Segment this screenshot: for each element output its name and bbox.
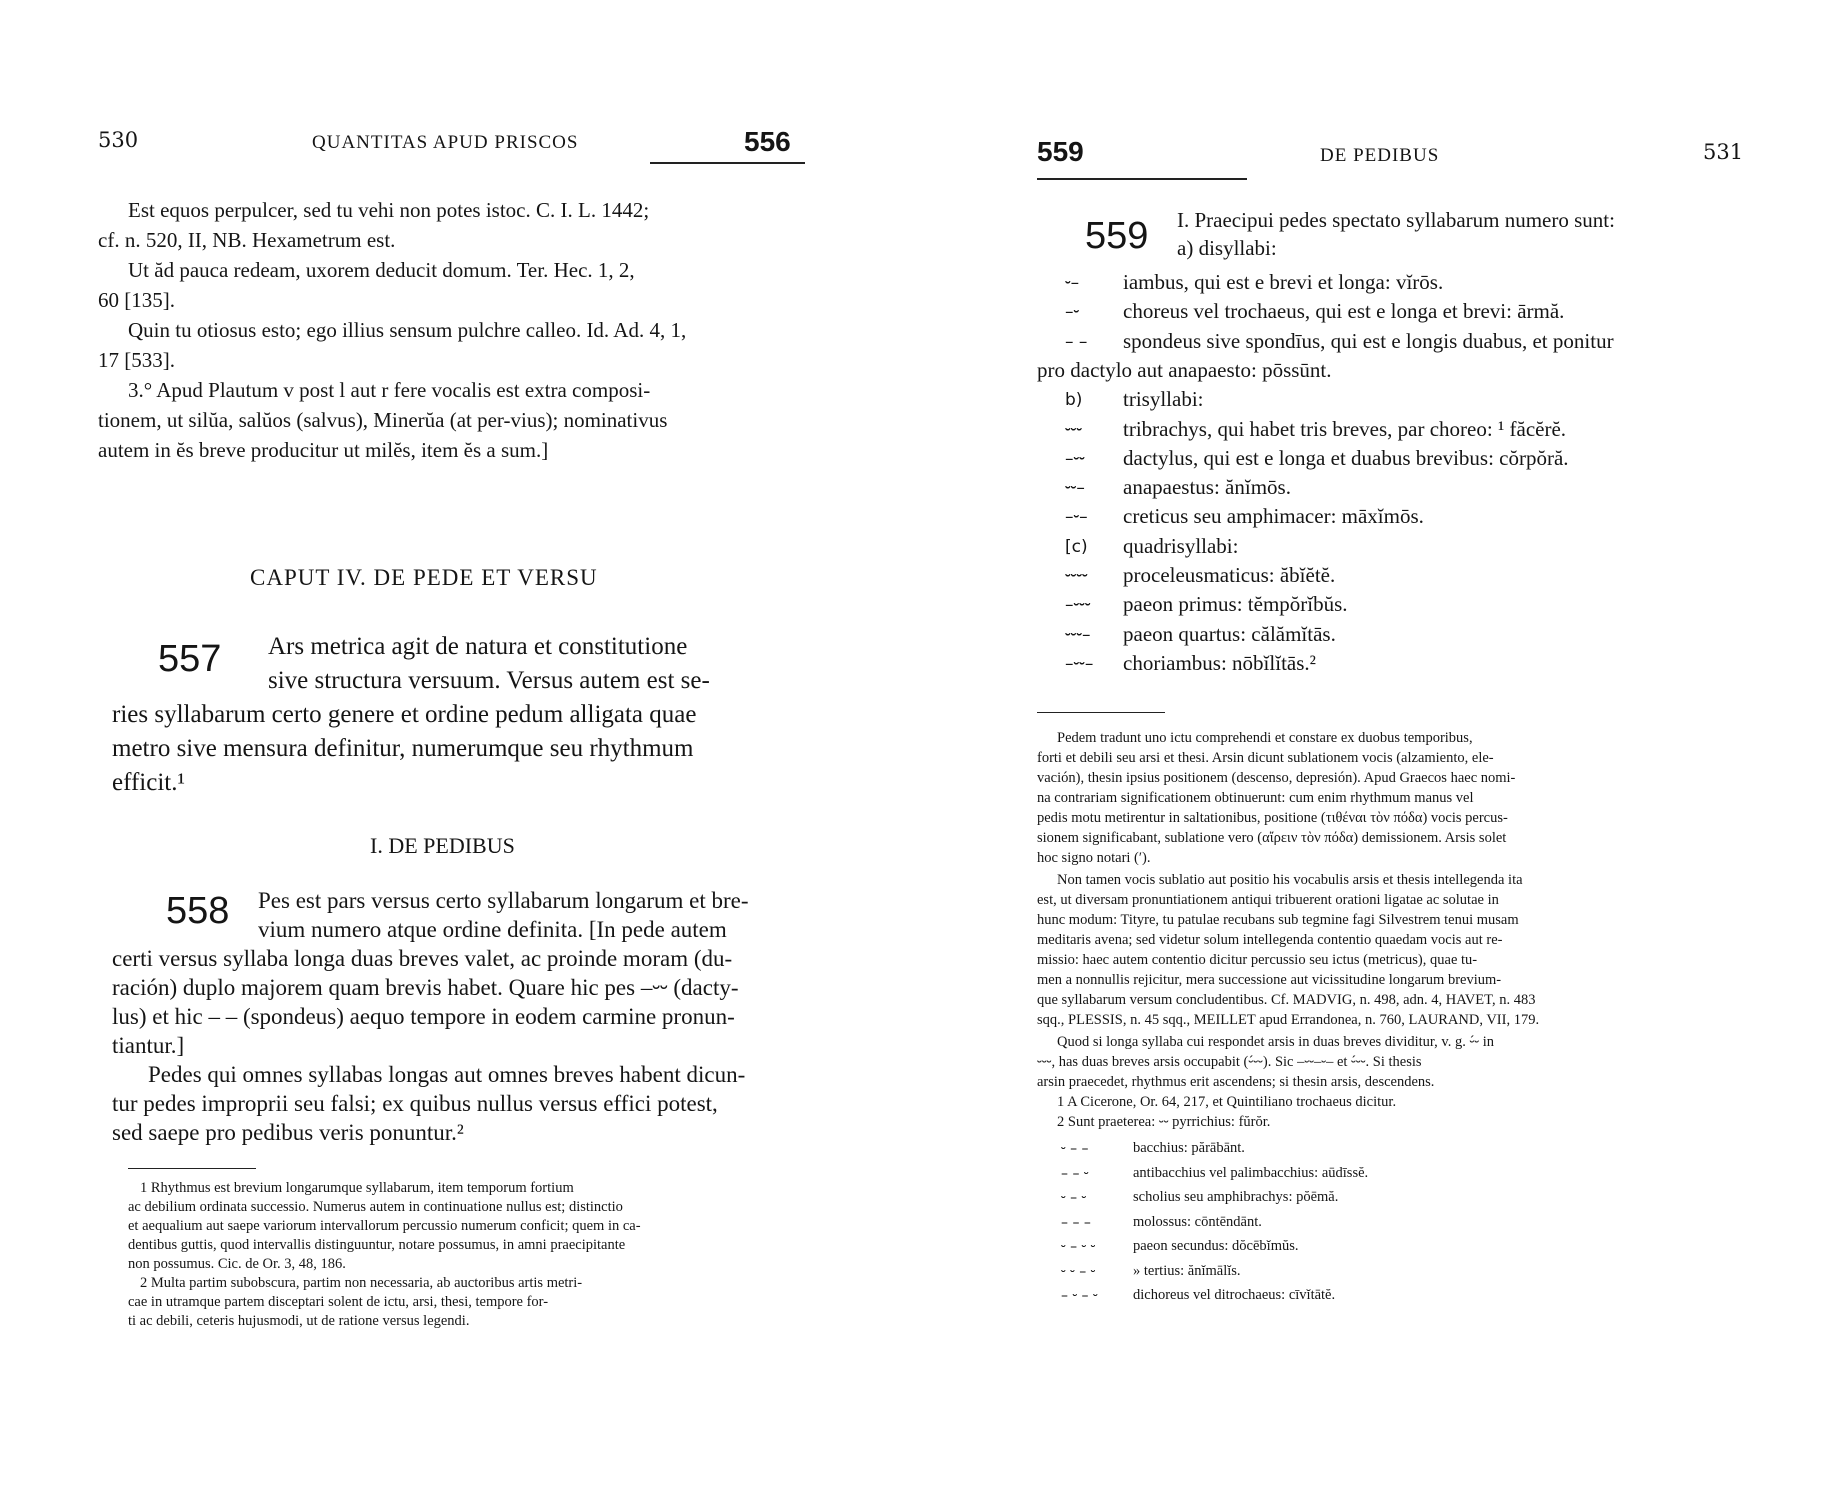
footnote-rule	[128, 1168, 256, 1169]
footnote-line: 1 Rhythmus est brevium longarumque syllabarum, item temporum fortium	[140, 1180, 574, 1196]
footnote-line: 2 Sunt praeterea: ⏑⏑ pyrrichius: fŭrŏr.	[1057, 1114, 1271, 1130]
section-number: 556	[744, 126, 791, 157]
meter-symbol: [c)	[1065, 536, 1088, 557]
meter-symbol: b)	[1065, 390, 1083, 411]
text-line: sed saepe pro pedibus veris ponuntur.²	[112, 1120, 464, 1145]
footnote-line: et aequalium aut saepe variorum intervallorum percussio numerum conficit; quem in ca-	[128, 1218, 641, 1234]
foot-entry: creticus seu amphimacer: māxĭmōs.	[1123, 504, 1424, 529]
text-line: 17 [533].	[98, 348, 175, 372]
text-line: ración) duplo majorem quam brevis habet. Quare hic pes –⏑⏑ (dacty-	[112, 975, 739, 1000]
foot-entry: tribrachys, qui habet tris breves, par choreo: ¹ făcĕrĕ.	[1123, 416, 1567, 441]
header-rule	[1037, 178, 1247, 180]
text-line: vium numero atque ordine definita. [In pede autem	[258, 917, 727, 942]
footnote-line: que syllabarum versum concludentibus. Cf. MADVIG, n. 498, adn. 4, HAVET, n. 483	[1037, 992, 1536, 1008]
footnote-line: est, ut diversam pronuntiationem antiqui tribuerent orationi ligatae ac solutae in	[1037, 892, 1499, 908]
footnote-line: hoc signo notari (′).	[1037, 850, 1151, 866]
paragraph-number-559: 559	[1085, 215, 1149, 257]
text-line: autem in ĕs breve producitur ut milĕs, item ĕs a sum.]	[98, 438, 549, 462]
footnote-line: Non tamen vocis sublatio aut positio his vocabulis arsis et thesis intellegenda ita	[1057, 872, 1523, 888]
paragraph-intro: I. Praecipui pedes spectato syllabarum numero sunt:	[1177, 208, 1615, 232]
text-line: tur pedes improprii seu falsi; ex quibus nullus versus effici potest,	[112, 1091, 718, 1116]
section-heading: I. DE PEDIBUS	[370, 833, 515, 858]
text-line: Quin tu otiosus esto; ego illius sensum pulchre calleo. Id. Ad. 4, 1,	[128, 318, 687, 342]
paragraph-number-557: 557	[158, 638, 222, 680]
meter-symbol: –⏑	[1065, 302, 1080, 323]
foot-entry: bacchius: părābānt.	[1133, 1140, 1245, 1156]
footnote-line: ⏑⏑⏑, has duas breves arsis occupabit (⏑́⏑⏑). Sic –⏑⏑–⏑– et ⏑́⏑⏑. Si thesis	[1037, 1054, 1422, 1070]
footnote-line: ti ac debili, ceteris hujusmodi, ut de ratione versus legendi.	[128, 1313, 470, 1329]
foot-entry: trisyllabi:	[1123, 387, 1204, 412]
page-number: 530	[98, 128, 139, 152]
meter-symbol: – ⏑ – ⏑	[1061, 1288, 1098, 1304]
footnote-line: Pedem tradunt uno ictu comprehendi et constare ex duobus temporibus,	[1057, 730, 1473, 746]
footnote-line: men a nonnullis rejicitur, mera successione aut vicissitudine longarum brevium-	[1037, 972, 1502, 988]
footnote-line: Quod si longa syllaba cui respondet arsis in duas breves dividitur, v. g. ⏑́⏑ in	[1057, 1034, 1495, 1050]
meter-symbol: ⏑–	[1065, 273, 1080, 293]
footnote-line: sionem significabant, sublatione vero (αἴρειν τὸν πόδα) demissionem. Arsis solet	[1037, 830, 1507, 846]
foot-entry: paeon secundus: dŏcēbĭmŭs.	[1133, 1238, 1299, 1254]
footnote-line: hunc modum: Tityre, tu patulae recubans sub tegmine fagi Silvestrem tenui musam	[1037, 912, 1519, 928]
footnote-rule	[1037, 712, 1165, 713]
meter-symbol: –⏑–	[1065, 507, 1088, 528]
meter-symbol: ⏑⏑⏑–	[1065, 624, 1091, 645]
foot-entry: paeon primus: tĕmpŏrĭbŭs.	[1123, 592, 1348, 617]
meter-symbol: –⏑⏑⏑	[1065, 595, 1091, 616]
meter-symbol: – –	[1065, 331, 1088, 352]
foot-entry: » tertius: ănĭmālĭs.	[1133, 1262, 1241, 1279]
paragraph-number-558: 558	[166, 890, 230, 932]
right-page	[915, 0, 1830, 1500]
footnote-line: arsin praecedet, rhythmus erit ascendens; si thesin arsis, descendens.	[1037, 1074, 1435, 1090]
footnote-line: dentibus guttis, quod intervallis distinguuntur, notare possumus, in amni praecipitante	[128, 1237, 626, 1253]
foot-entry: choreus vel trochaeus, qui est e longa et brevi: ārmă.	[1123, 299, 1565, 324]
paragraph-intro-sub: a) disyllabi:	[1177, 236, 1277, 260]
text-line: metro sive mensura definitur, numerumque seu rhythmum	[112, 735, 694, 762]
text-line: tionem, ut silŭa, salŭos (salvus), Minerŭa (at per-vius); nominativus	[98, 408, 668, 432]
foot-entry: quadrisyllabi:	[1123, 533, 1239, 558]
text-line: 60 [135].	[98, 288, 175, 312]
meter-symbol: – – ⏑	[1061, 1165, 1089, 1182]
text-line: Pedes qui omnes syllabas longas aut omnes breves habent dicun-	[148, 1062, 746, 1087]
running-title: QUANTITAS APUD PRISCOS	[312, 132, 579, 153]
foot-entry: iambus, qui est e brevi et longa: vĭrōs.	[1123, 270, 1444, 294]
meter-symbol: ⏑ – ⏑ ⏑	[1061, 1239, 1096, 1255]
meter-symbol: ⏑⏑⏑⏑	[1065, 566, 1088, 586]
foot-entry: dichoreus vel ditrochaeus: cīvĭtātĕ.	[1133, 1287, 1336, 1303]
text-line: Est equos perpulcer, sed tu vehi non potes istoc. C. I. L. 1442;	[128, 198, 650, 222]
running-title: DE PEDIBUS	[1320, 145, 1440, 166]
header-rule	[650, 162, 805, 164]
foot-entry: dactylus, qui est e longa et duabus brevibus: cŏrpŏră.	[1123, 445, 1569, 470]
text-line: cf. n. 520, II, NB. Hexametrum est.	[98, 228, 396, 252]
text-line: ries syllabarum certo genere et ordine pedum alligata quae	[112, 701, 697, 728]
footnote-line: 2 Multa partim subobscura, partim non necessaria, ab auctoribus artis metri-	[140, 1275, 583, 1291]
footnote-line: missio: haec autem contentio dicitur percussio seu ictus (metricus), quae tu-	[1037, 952, 1478, 968]
footnote-line: sqq., PLESSIS, n. 45 sqq., MEILLET apud Errandonea, n. 760, LAURAND, VII, 179.	[1037, 1012, 1540, 1028]
footnote-line: non possumus. Cic. de Or. 3, 48, 186.	[128, 1256, 346, 1272]
section-number: 559	[1037, 136, 1084, 167]
meter-symbol: ⏑ – –	[1061, 1141, 1089, 1157]
text-line: tiantur.]	[112, 1033, 185, 1058]
footnote-line: forti et debili seu arsi et thesi. Arsin dicunt sublationem vocis (alzamiento, ele-	[1037, 750, 1494, 766]
footnote-line: vación), thesin ipsius positionem (descenso, depresión). Apud Graecos haec nomi-	[1037, 770, 1516, 786]
text-line: Ut ăd pauca redeam, uxorem deducit domum. Ter. Hec. 1, 2,	[128, 258, 635, 282]
text-line: Ars metrica agit de natura et constitutione	[268, 633, 688, 660]
meter-symbol: ⏑ ⏑ – ⏑	[1061, 1263, 1096, 1280]
foot-entry: proceleusmaticus: ăbĭĕtĕ.	[1123, 563, 1336, 587]
foot-entry: pro dactylo aut anapaesto: pōssūnt.	[1037, 357, 1332, 382]
foot-entry: anapaestus: ănĭmōs.	[1123, 475, 1291, 500]
footnote-line: pedis motu metirentur in saltationibus, positione (τιθέναι τὸν πόδα) vocis percus-	[1037, 810, 1508, 826]
text-line: 3.° Apud Plautum v post l aut r fere vocalis est extra composi-	[128, 378, 651, 402]
footnote-line: na contrariam significationem obtinuerunt: cum enim rhythmum manus vel	[1037, 790, 1474, 806]
meter-symbol: ⏑ – ⏑	[1061, 1190, 1087, 1206]
foot-entry: paeon quartus: călămĭtās.	[1123, 621, 1336, 646]
foot-entry: choriambus: nōbĭlĭtās.²	[1123, 650, 1316, 675]
meter-symbol: –⏑⏑–	[1065, 653, 1094, 674]
text-line: certi versus syllaba longa duas breves valet, ac proinde moram (du-	[112, 946, 733, 971]
foot-entry: molossus: cōntēndānt.	[1133, 1213, 1262, 1230]
meter-symbol: ⏑⏑⏑	[1065, 419, 1082, 440]
chapter-heading: CAPUT IV. DE PEDE ET VERSU	[250, 565, 598, 590]
foot-entry: antibacchius vel palimbacchius: aūdīssĕ.	[1133, 1164, 1369, 1181]
text-line: sive structura versuum. Versus autem est se-	[268, 667, 710, 694]
page-number: 531	[1703, 140, 1744, 164]
text-line: lus) et hic – – (spondeus) aequo tempore in eodem carmine pronun-	[112, 1004, 735, 1029]
text-line: Pes est pars versus certo syllabarum longarum et bre-	[258, 888, 749, 913]
foot-entry: spondeus sive spondīus, qui est e longis duabus, et ponitur	[1123, 328, 1614, 353]
meter-symbol: ⏑⏑–	[1065, 478, 1085, 499]
text-line: efficit.¹	[112, 769, 185, 796]
meter-symbol: –⏑⏑	[1065, 448, 1085, 469]
footnote-line: cae in utramque partem disceptari solent de ictu, arsi, thesi, tempore for-	[128, 1294, 549, 1310]
footnote-line: meditaris avena; sed videtur solum intellegenda contentio quaedam vocis aut re-	[1037, 932, 1503, 948]
footnote-line: ac debilium ordinata successio. Numerus autem in continuatione nullus est; distinctio	[128, 1199, 623, 1215]
meter-symbol: – – –	[1061, 1214, 1091, 1231]
foot-entry: scholius seu amphibrachys: pŏēmă.	[1133, 1189, 1339, 1205]
footnote-line: 1 A Cicerone, Or. 64, 217, et Quintiliano trochaeus dicitur.	[1057, 1094, 1397, 1110]
